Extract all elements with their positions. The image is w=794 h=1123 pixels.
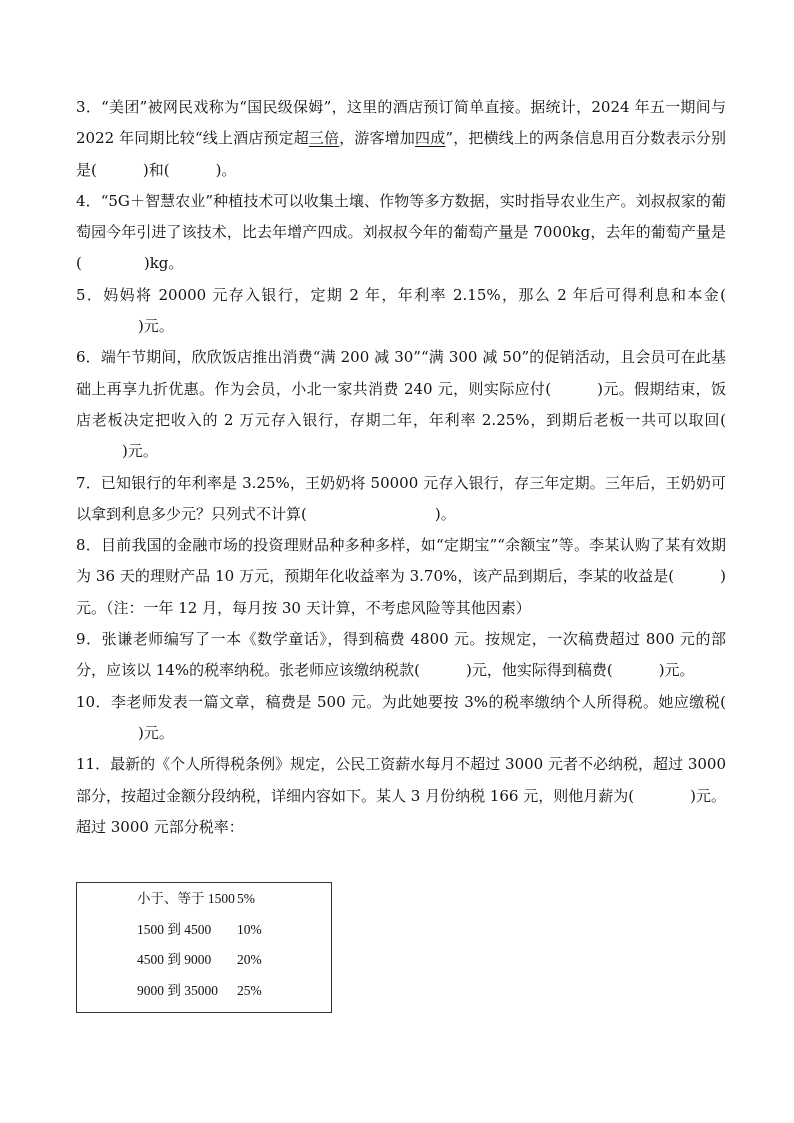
question-number: 4 (76, 191, 86, 210)
question-11: 11．最新的《个人所得税条例》规定，公民工资薪水每月不超过 3000 元者不必纳税，超过 3000 部分，按超过金额分段纳税，详细内容如下。某人 3 月份纳税 166 元，则他月薪为( )元。 (76, 755, 726, 805)
question-9: 9．张谦老师编写了一本《数学童话》，得到稿费 4800 元。按规定，一次稿费超过 800 元的部分，应该以 14%的税率纳税。张老师应该缴纳税款( )元，他实际得到稿费( )元。 (76, 630, 726, 680)
question-number: 8 (76, 536, 86, 555)
question-number: 11 (76, 755, 96, 774)
tax-caption: 超过 3000 元部分税率： (76, 817, 244, 836)
tax-row: 1500 到 4500 10% (137, 921, 262, 937)
question-number: 6 (76, 348, 86, 367)
question-number: 3 (76, 98, 86, 116)
question-3: 3．“美团”被网民戏称为“国民级保姆”，这里的酒店预订简单直接。据统计，2024 年五一期间与 2022 年同期比较“线上酒店预定超三倍，游客增加四成”，把横线上的两条信息用百分数表示分别是( )和( )。 (76, 98, 726, 179)
question-6: 6．端午节期间，欣欣饭店推出消费“满 200 减 30”“满 300 减 50”的促销活动，且会员可在此基础上再享九折优惠。作为会员，小北一家共消费 240 元，则实际应付( )元。假期结束，饭店老板决定把收入的 2 万元存入银行，存期二年，年利率 2.25%，到期后老板一共可以取回()元。 (76, 348, 726, 461)
tax-row: 9000 到 35000 25% (137, 982, 262, 998)
question-10: 10．李老师发表一篇文章，稿费是 500 元。为此她要按 3%的税率缴纳个人所得税。她应缴税()元。 (76, 692, 726, 742)
question-number: 9 (76, 630, 86, 649)
question-number: 7 (76, 473, 86, 492)
tax-rate-table (76, 882, 332, 1013)
question-4: 4．“5G＋智慧农业”种植技术可以收集土壤、作物等多方数据，实时指导农业生产。刘叔叔家的葡萄园今年引进了该技术，比去年增产四成。刘叔叔今年的葡萄产量是 7000kg，去年的葡萄产量是( )kg。 (76, 191, 726, 273)
question-5: 5．妈妈将 20000 元存入银行，定期 2 年，年利率 2.15%，那么 2 年后可得利息和本金()元。 (76, 285, 726, 336)
underlined-four-tenths: 四成 (415, 129, 446, 148)
question-number: 10 (76, 692, 96, 711)
tax-row: 小于、等于 1500 5% (137, 891, 255, 906)
question-8: 8．目前我国的金融市场的投资理财品种多种多样，如“定期宝”“余额宝”等。李某认购了某有效期为 36 天的理财产品 10 万元，预期年化收益率为 3.70%，该产品到期后，李某的收益是( )元。（注：一年 12 月，每月按 30 天计算，不考虑风险等其他因素） (76, 536, 726, 617)
tax-row: 4500 到 9000 20% (137, 952, 262, 967)
underlined-three-times: 三倍 (308, 129, 340, 148)
worksheet (76, 92, 726, 998)
question-7: 7．已知银行的年利率是 3.25%，王奶奶将 50000 元存入银行，存三年定期。三年后，王奶奶可以拿到利息多少元？只列式不计算( )。 (76, 473, 726, 523)
question-number: 5 (76, 285, 86, 304)
